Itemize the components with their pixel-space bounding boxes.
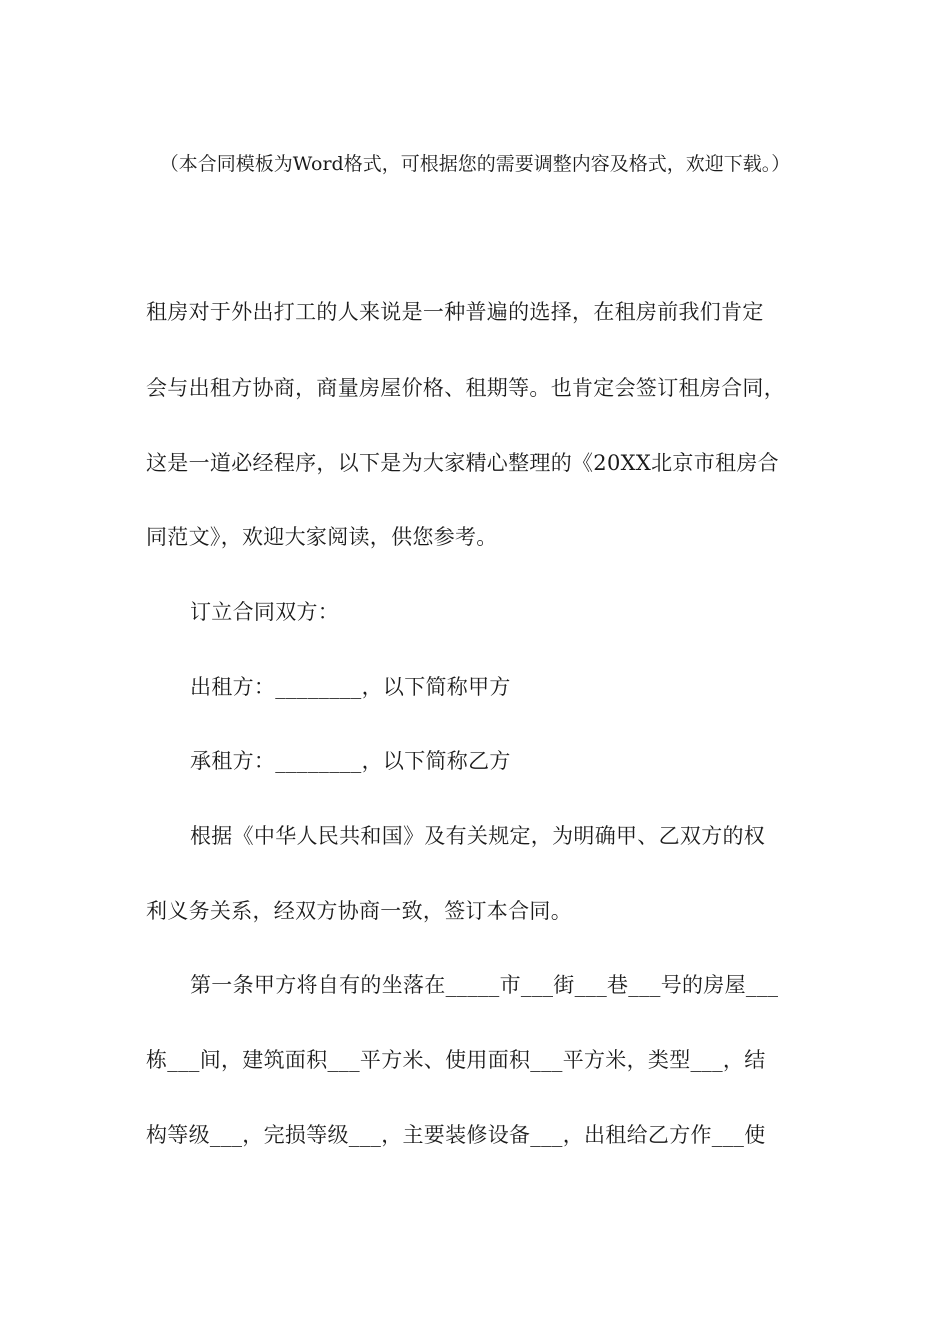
intro-line-3: 这是一道必经程序，以下是为大家精心整理的《20XX北京市租房合 <box>146 451 779 475</box>
template-note: （本合同模板为Word格式，可根据您的需要调整内容及格式，欢迎下载。） <box>159 153 791 175</box>
lessor-line: 出租方：________，以下简称甲方 <box>190 675 511 699</box>
lessee-line: 承租方：________，以下简称乙方 <box>190 749 511 773</box>
basis-line-2: 利义务关系，经双方协商一致，签订本合同。 <box>146 899 572 923</box>
intro-line-1: 租房对于外出打工的人来说是一种普遍的选择，在租房前我们肯定 <box>146 300 764 324</box>
article1-line-3: 构等级___，完损等级___，主要装修设备___，出租给乙方作___使 <box>146 1123 766 1147</box>
intro-line-4: 同范文》，欢迎大家阅读，供您参考。 <box>146 525 498 549</box>
article1-line-1: 第一条甲方将自有的坐落在_____市___街___巷___号的房屋___ <box>190 973 779 997</box>
parties-heading: 订立合同双方： <box>190 600 340 624</box>
basis-line-1: 根据《中华人民共和国》及有关规定，为明确甲、乙双方的权 <box>190 824 766 848</box>
article1-line-2: 栋___间，建筑面积___平方米、使用面积___平方米，类型___，结 <box>146 1048 766 1072</box>
intro-line-2: 会与出租方协商，商量房屋价格、租期等。也肯定会签订租房合同， <box>146 376 785 400</box>
